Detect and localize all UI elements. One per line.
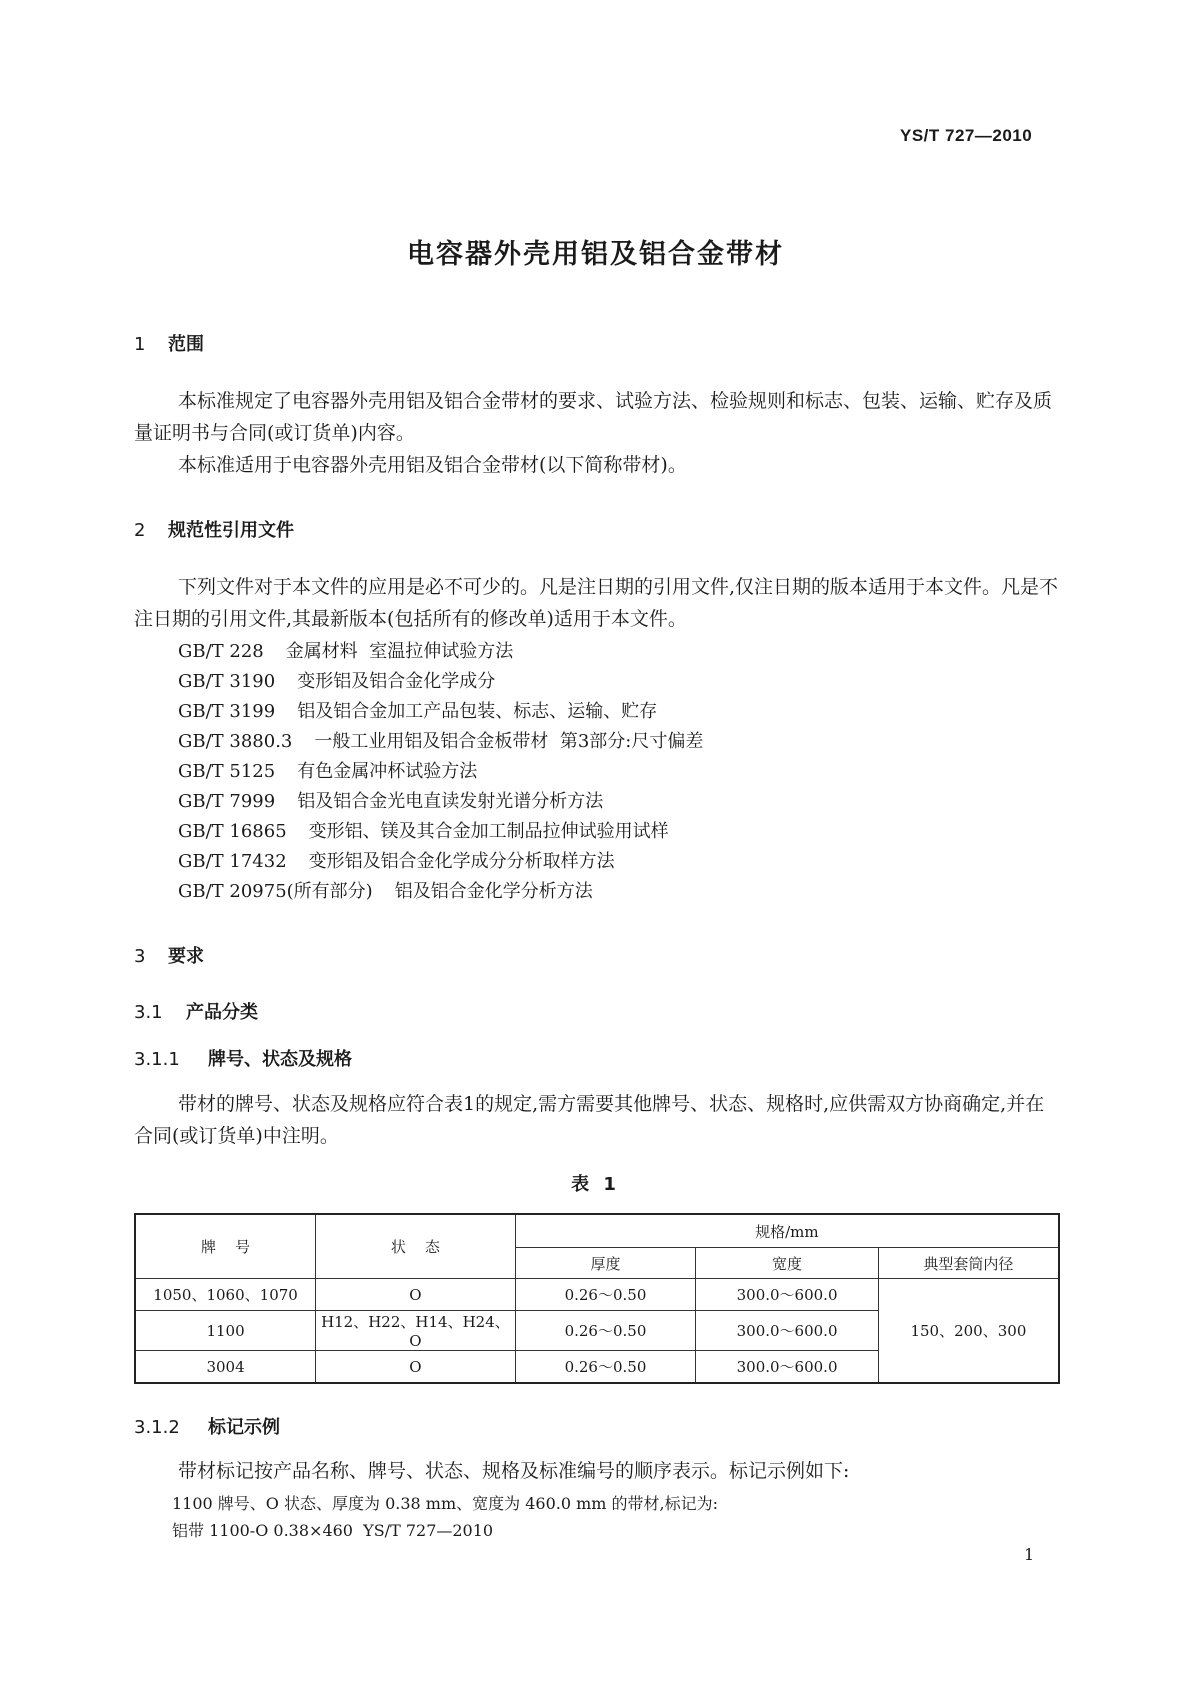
- cell-width: 300.0～600.0: [696, 1351, 879, 1384]
- section-number: 1: [134, 334, 146, 355]
- reference-item: GB/T 16865 变形铝、镁及其合金加工制品拉伸试验用试样: [178, 821, 669, 842]
- section-1-paragraph-1: 本标准规定了电容器外壳用铝及铝合金带材的要求、试验方法、检验规则和标志、包装、运输、贮存及质量证明书与合同(或订货单)内容。: [134, 390, 1053, 444]
- section-3-1-2-heading: [134, 1413, 280, 1439]
- standard-number: YS/T 727—2010: [900, 126, 1033, 145]
- cell-thickness: 0.26～0.50: [515, 1279, 696, 1311]
- cell-temper: H12、H22、H14、H24、O: [316, 1311, 516, 1351]
- reference-item: GB/T 3199 铝及铝合金加工产品包装、标志、运输、贮存: [178, 701, 658, 722]
- cell-thickness: 0.26～0.50: [515, 1351, 696, 1384]
- section-number: 3.1.1: [134, 1049, 180, 1070]
- page-number: 1: [1024, 1545, 1035, 1564]
- reference-item: GB/T 228 金属材料 室温拉伸试验方法: [178, 641, 514, 662]
- table-caption: 表 1: [571, 1174, 620, 1195]
- section-title: 标记示例: [208, 1417, 280, 1438]
- header-width: 宽度: [696, 1248, 879, 1279]
- section-1-paragraph-2: 本标准适用于电容器外壳用铝及铝合金带材(以下简称带材)。: [178, 454, 687, 476]
- header-sleeve: 典型套筒内径: [878, 1248, 1059, 1279]
- section-3-1-heading: [134, 998, 258, 1024]
- section-number: 2: [134, 520, 146, 541]
- section-title: 要求: [168, 946, 204, 967]
- reference-item: GB/T 20975(所有部分) 铝及铝合金化学分析方法: [178, 881, 593, 902]
- header-spec-group: 规格/mm: [515, 1214, 1059, 1248]
- section-number: 3: [134, 946, 146, 967]
- marking-example-description: 1100 牌号、O 状态、厚度为 0.38 mm、宽度为 460.0 mm 的带材,标记为:: [172, 1494, 719, 1513]
- reference-item: GB/T 3190 变形铝及铝合金化学成分: [178, 671, 496, 692]
- section-3-1-1-paragraph: 带材的牌号、状态及规格应符合表1的规定,需方需要其他牌号、状态、规格时,应供需双方协商确定,并在合同(或订货单)中注明。: [134, 1093, 1045, 1147]
- cell-width: 300.0～600.0: [696, 1311, 879, 1351]
- cell-grade: 3004: [135, 1351, 316, 1384]
- header-temper: 状 态: [316, 1214, 516, 1279]
- section-title: 范围: [168, 334, 204, 355]
- cell-width: 300.0～600.0: [696, 1279, 879, 1311]
- section-2-heading: [134, 516, 294, 542]
- reference-item: GB/T 3880.3 一般工业用铝及铝合金板带材 第3部分:尺寸偏差: [178, 731, 704, 752]
- table-header-row: [135, 1214, 1059, 1248]
- marking-example: 铝带 1100-O 0.38×460 YS/T 727—2010: [172, 1521, 494, 1540]
- reference-list: [178, 637, 1058, 907]
- section-title: 牌号、状态及规格: [208, 1049, 352, 1070]
- section-3-1-2-paragraph: 带材标记按产品名称、牌号、状态、规格及标准编号的顺序表示。标记示例如下:: [178, 1460, 850, 1482]
- cell-sleeve: 150、200、300: [878, 1279, 1059, 1384]
- section-3-1-1-heading: [134, 1045, 352, 1071]
- reference-item: GB/T 7999 铝及铝合金光电直读发射光谱分析方法: [178, 791, 604, 812]
- section-2-paragraph: 下列文件对于本文件的应用是必不可少的。凡是注日期的引用文件,仅注日期的版本适用于本文件。凡是不注日期的引用文件,其最新版本(包括所有的修改单)适用于本文件。: [134, 576, 1059, 630]
- cell-temper: O: [316, 1279, 516, 1311]
- header-grade: 牌 号: [135, 1214, 316, 1279]
- cell-grade: 1050、1060、1070: [135, 1279, 316, 1311]
- section-1-heading: [134, 330, 204, 356]
- section-title: 规范性引用文件: [168, 520, 294, 541]
- section-3-heading: [134, 942, 204, 968]
- spec-table: [134, 1213, 1060, 1384]
- cell-thickness: 0.26～0.50: [515, 1311, 696, 1351]
- cell-temper: O: [316, 1351, 516, 1384]
- header-thickness: 厚度: [515, 1248, 696, 1279]
- reference-item: GB/T 5125 有色金属冲杯试验方法: [178, 761, 478, 782]
- section-title: 产品分类: [186, 1002, 258, 1023]
- section-number: 3.1.2: [134, 1417, 180, 1438]
- reference-item: GB/T 17432 变形铝及铝合金化学成分分析取样方法: [178, 851, 615, 872]
- cell-grade: 1100: [135, 1311, 316, 1351]
- table-row: [135, 1279, 1059, 1311]
- section-number: 3.1: [134, 1002, 163, 1023]
- document-title: 电容器外壳用铝及铝合金带材: [407, 239, 784, 270]
